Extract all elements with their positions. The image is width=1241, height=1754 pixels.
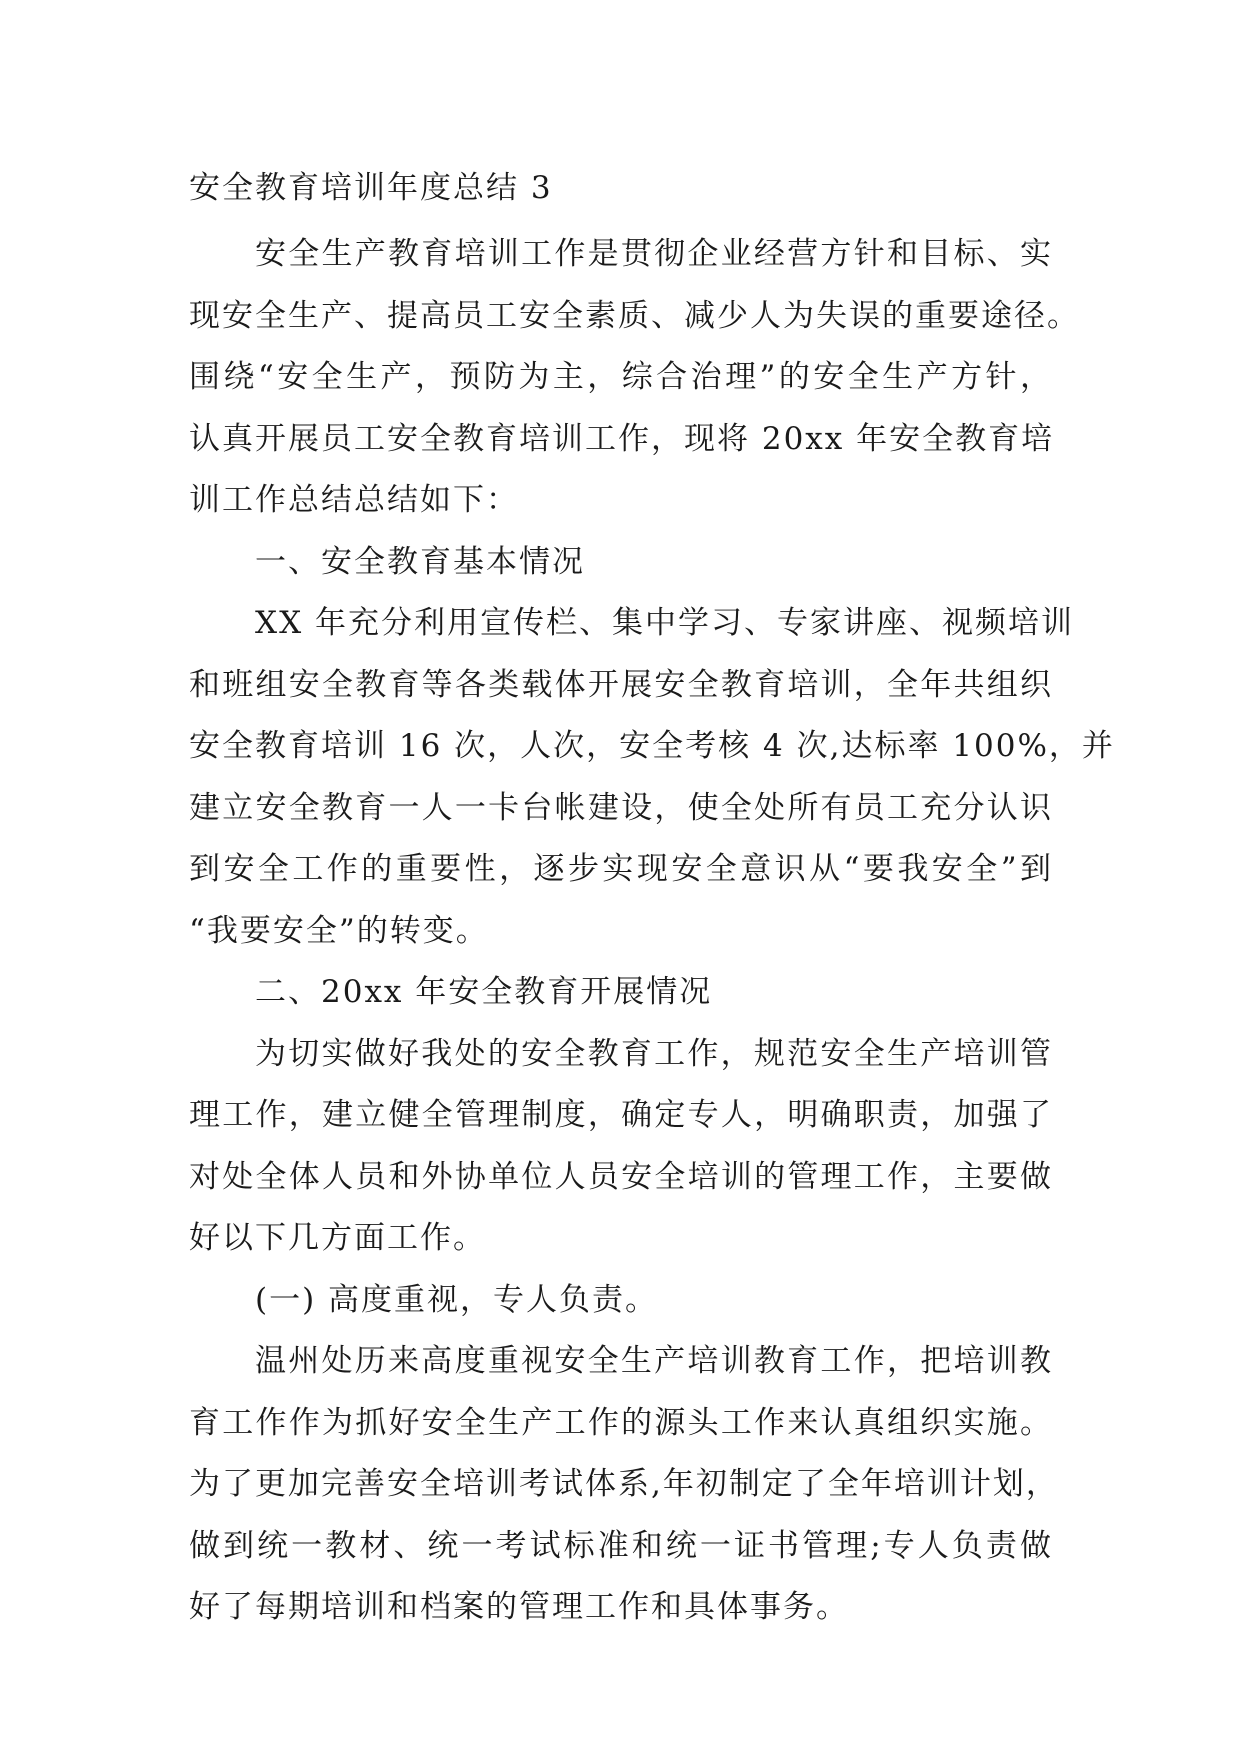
paragraph-line: 和班组安全教育等各类载体开展安全教育培训，全年共组织 [189, 666, 1053, 703]
section-heading: 一、安全教育基本情况 [255, 543, 585, 580]
paragraph-line: 到安全工作的重要性，逐步实现安全意识从“要我安全”到 [189, 851, 1053, 887]
paragraph-line: 好以下几方面工作。 [189, 1220, 486, 1256]
paragraph-line: “我要安全”的转变。 [189, 912, 489, 949]
paragraph-line: 育工作作为抓好安全生产工作的源头工作来认真组织实施。 [189, 1404, 1053, 1441]
paragraph-line: 训工作总结总结如下： [189, 482, 519, 518]
section-heading: 二、20xx 年安全教育开展情况 [255, 974, 713, 1010]
paragraph-line: 理工作，建立健全管理制度，确定专人，明确职责，加强了 [189, 1097, 1053, 1133]
paragraph-line: 认真开展员工安全教育培训工作，现将 20xx 年安全教育培 [189, 420, 1055, 457]
paragraph-line: 好了每期培训和档案的管理工作和具体事务。 [189, 1589, 849, 1625]
paragraph-line: 围绕“安全生产，预防为主，综合治理”的安全生产方针， [189, 359, 1053, 395]
paragraph-line: 对处全体人员和外协单位人员安全培训的管理工作，主要做 [189, 1158, 1053, 1195]
paragraph-line: 温州处历来高度重视安全生产培训教育工作，把培训教 [255, 1343, 1053, 1379]
paragraph-line: 为切实做好我处的安全教育工作，规范安全生产培训管 [255, 1035, 1053, 1072]
paragraph-line: 建立安全教育一人一卡台帐建设，使全处所有员工充分认识 [189, 789, 1053, 826]
paragraph-line: 为了更加完善安全培训考试体系,年初制定了全年培训计划， [189, 1466, 1059, 1502]
paragraph-line: 安全教育培训 16 次，人次，安全考核 4 次,达标率 100%，并 [189, 728, 1115, 764]
document-title: 安全教育培训年度总结 3 [189, 170, 553, 206]
subsection-heading: (一) 高度重视，专人负责。 [255, 1281, 659, 1318]
paragraph-line: 做到统一教材、统一考试标准和统一证书管理;专人负责做 [189, 1527, 1053, 1564]
paragraph-line: 安全生产教育培训工作是贯彻企业经营方针和目标、实 [255, 236, 1053, 272]
paragraph-line: XX 年充分利用宣传栏、集中学习、专家讲座、视频培训 [255, 605, 1074, 641]
paragraph-line: 现安全生产、提高员工安全素质、减少人为失误的重要途径。 [189, 297, 1080, 334]
document-body [189, 163, 1115, 1639]
